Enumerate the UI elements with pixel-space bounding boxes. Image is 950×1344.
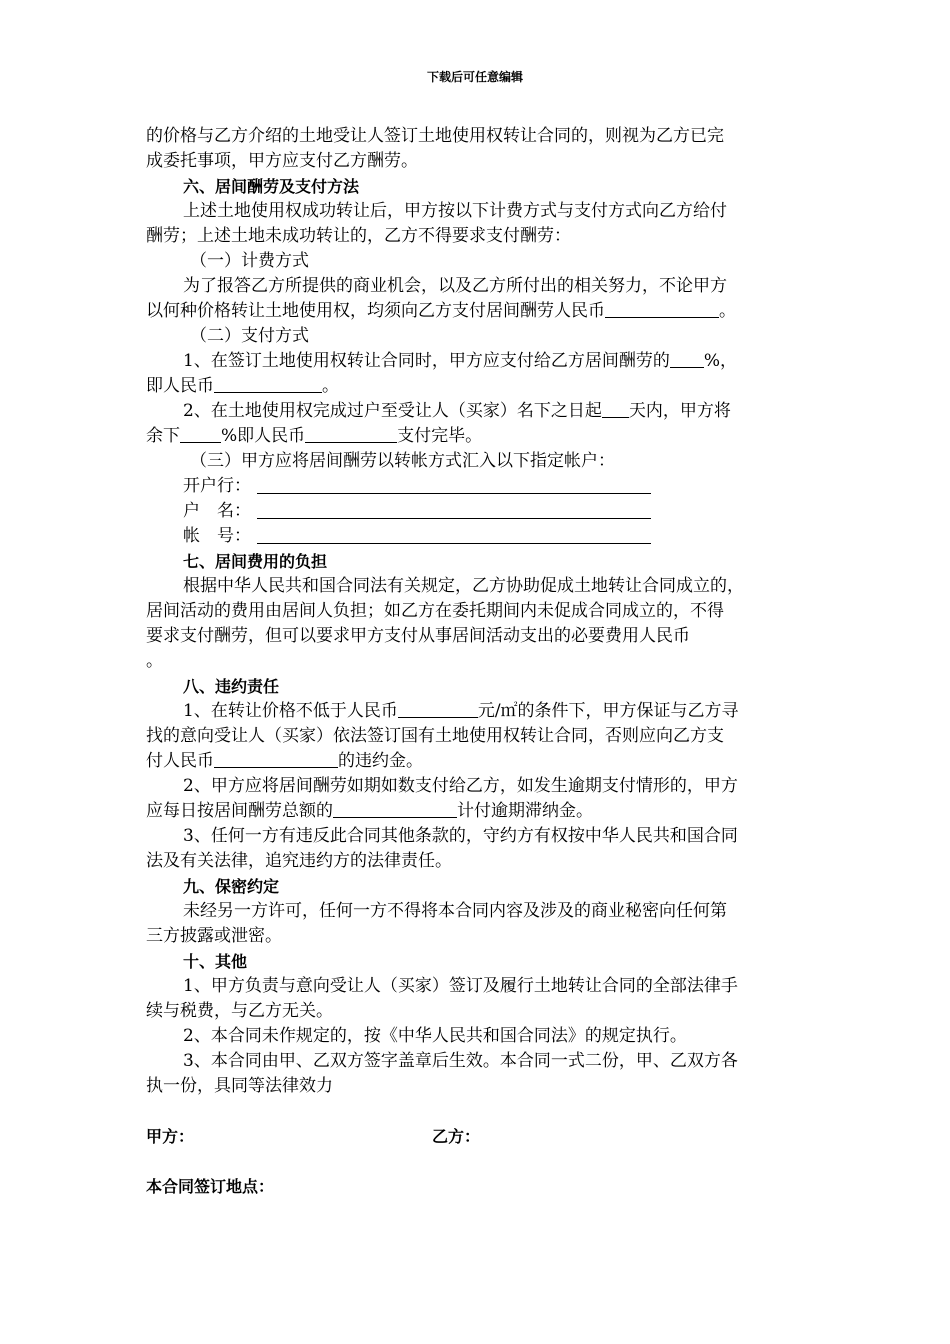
section-heading-10: 十、其他 [183, 952, 248, 971]
section-heading-9: 九、保密约定 [183, 877, 280, 896]
paragraph-line: 上述土地使用权成功转让后，甲方按以下计费方式与支付方式向乙方给付 [183, 201, 727, 221]
paragraph-line [146, 349, 818, 374]
paragraph-line: 2、甲方应将居间酬劳如期如数支付给乙方，如发生逾期支付情形的，甲方 [183, 776, 738, 796]
paragraph-line: 法及有关法律，追究违约方的法律责任。 [146, 851, 452, 871]
paragraph-line [146, 699, 818, 724]
line-text: 的违约金。 [338, 751, 423, 771]
party-a-signature-label: 甲方： [146, 1127, 195, 1146]
account-number-label: 帐 号： [183, 526, 251, 546]
account-name-label: 户 名： [183, 501, 251, 521]
line-text: %即人民币 [221, 426, 306, 446]
paragraph-line: 1、甲方负责与意向受让人（买家）签订及履行土地转让合同的全部法律手 [183, 976, 738, 996]
subsection-heading: （一）计费方式 [190, 251, 309, 271]
paragraph-line [146, 374, 818, 399]
paragraph-line [146, 399, 818, 424]
paragraph-line: 要求支付酬劳，但可以要求甲方支付从事居间活动支出的必要费用人民币 [146, 626, 690, 646]
line-text: 2、在土地使用权完成过户至受让人（买家）名下之日起 [183, 401, 602, 421]
account-name-line [146, 499, 818, 524]
line-text: 元/㎡的条件下，甲方保证与乙方寻 [477, 701, 739, 721]
line-text: %， [703, 351, 737, 371]
line-text: 1、在签订土地使用权转让合同时，甲方应支付给乙方居间酬劳的 [183, 351, 670, 371]
section-heading-6: 六、居间酬劳及支付方法 [183, 177, 360, 196]
line-text: 天内，甲方将 [628, 401, 731, 421]
line-text: 。 [322, 376, 339, 396]
paragraph-line: 3、本合同由甲、乙双方签字盖章后生效。本合同一式二份，甲、乙双方各 [183, 1051, 738, 1071]
paragraph-line [146, 749, 818, 774]
paragraph-line: 2、本合同未作规定的，按《中华人民共和国合同法》的规定执行。 [183, 1026, 687, 1046]
paragraph-line: 三方披露或泄密。 [146, 926, 282, 946]
account-bank-label: 开户行： [183, 476, 251, 496]
paragraph-line: 为了报答乙方所提供的商业机会，以及乙方所付出的相关努力，不论甲方 [183, 276, 727, 296]
fill-blank [257, 502, 651, 519]
fill-blank [257, 477, 651, 494]
line-text: 余下 [146, 426, 180, 446]
fill-blank [305, 426, 397, 443]
paragraph-line: 居间活动的费用由居间人负担；如乙方在委托期间内未促成合同成立的，不得 [146, 601, 724, 621]
paragraph-line: 的价格与乙方介绍的土地受让人签订土地使用权转让合同的，则视为乙方已完 [146, 126, 724, 146]
section-heading-8: 八、违约责任 [183, 677, 280, 696]
line-text: 支付完毕。 [397, 426, 483, 446]
line-text: 。 [719, 301, 736, 321]
paragraph-line: 酬劳；上述土地未成功转让的，乙方不得要求支付酬劳： [146, 226, 571, 246]
paragraph-line: 未经另一方许可，任何一方不得将本合同内容及涉及的商业秘密向任何第 [183, 901, 727, 921]
page-header: 下载后可任意编辑 [426, 70, 523, 84]
fill-blank [180, 426, 221, 443]
paragraph-line: 找的意向受让人（买家）依法签订国有土地使用权转让合同，否则应向乙方支 [146, 726, 724, 746]
paragraph-line: 续与税费，与乙方无关。 [146, 1001, 333, 1021]
section-heading-7: 七、居间费用的负担 [183, 552, 328, 571]
subsection-heading: （三）甲方应将居间酬劳以转帐方式汇入以下指定帐户： [190, 451, 615, 471]
fill-blank [257, 527, 651, 544]
paragraph-line: 根据中华人民共和国合同法有关规定，乙方协助促成土地转让合同成立的， [183, 576, 744, 596]
line-text: 即人民币 [146, 376, 214, 396]
paragraph-line: 。 [146, 651, 163, 671]
fill-blank [605, 301, 719, 318]
fill-blank [214, 751, 338, 768]
party-b-signature-label: 乙方： [432, 1127, 481, 1146]
account-number-line [146, 524, 818, 549]
fill-blank [670, 351, 704, 368]
fill-blank [333, 801, 457, 818]
paragraph-line: 执一份，具同等法律效力 [146, 1076, 333, 1096]
paragraph-line: 成委托事项，甲方应支付乙方酬劳。 [146, 151, 418, 171]
line-text: 应每日按居间酬劳总额的 [146, 801, 333, 821]
paragraph-line [146, 424, 818, 449]
fill-blank [214, 376, 322, 393]
fill-blank [602, 401, 629, 418]
fill-blank [398, 701, 478, 718]
line-text: 以何种价格转让土地使用权，均须向乙方支付居间酬劳人民币 [146, 301, 605, 321]
paragraph-line [146, 299, 818, 324]
signing-place-label: 本合同签订地点： [146, 1177, 275, 1196]
line-text: 付人民币 [146, 751, 214, 771]
paragraph-line: 3、任何一方有违反此合同其他条款的，守约方有权按中华人民共和国合同 [183, 826, 738, 846]
account-bank-line [146, 474, 818, 499]
line-text: 计付逾期滞纳金。 [457, 801, 593, 821]
contract-body [146, 124, 818, 1099]
paragraph-line [146, 799, 818, 824]
line-text: 1、在转让价格不低于人民币 [183, 701, 398, 721]
subsection-heading: （二）支付方式 [190, 326, 309, 346]
